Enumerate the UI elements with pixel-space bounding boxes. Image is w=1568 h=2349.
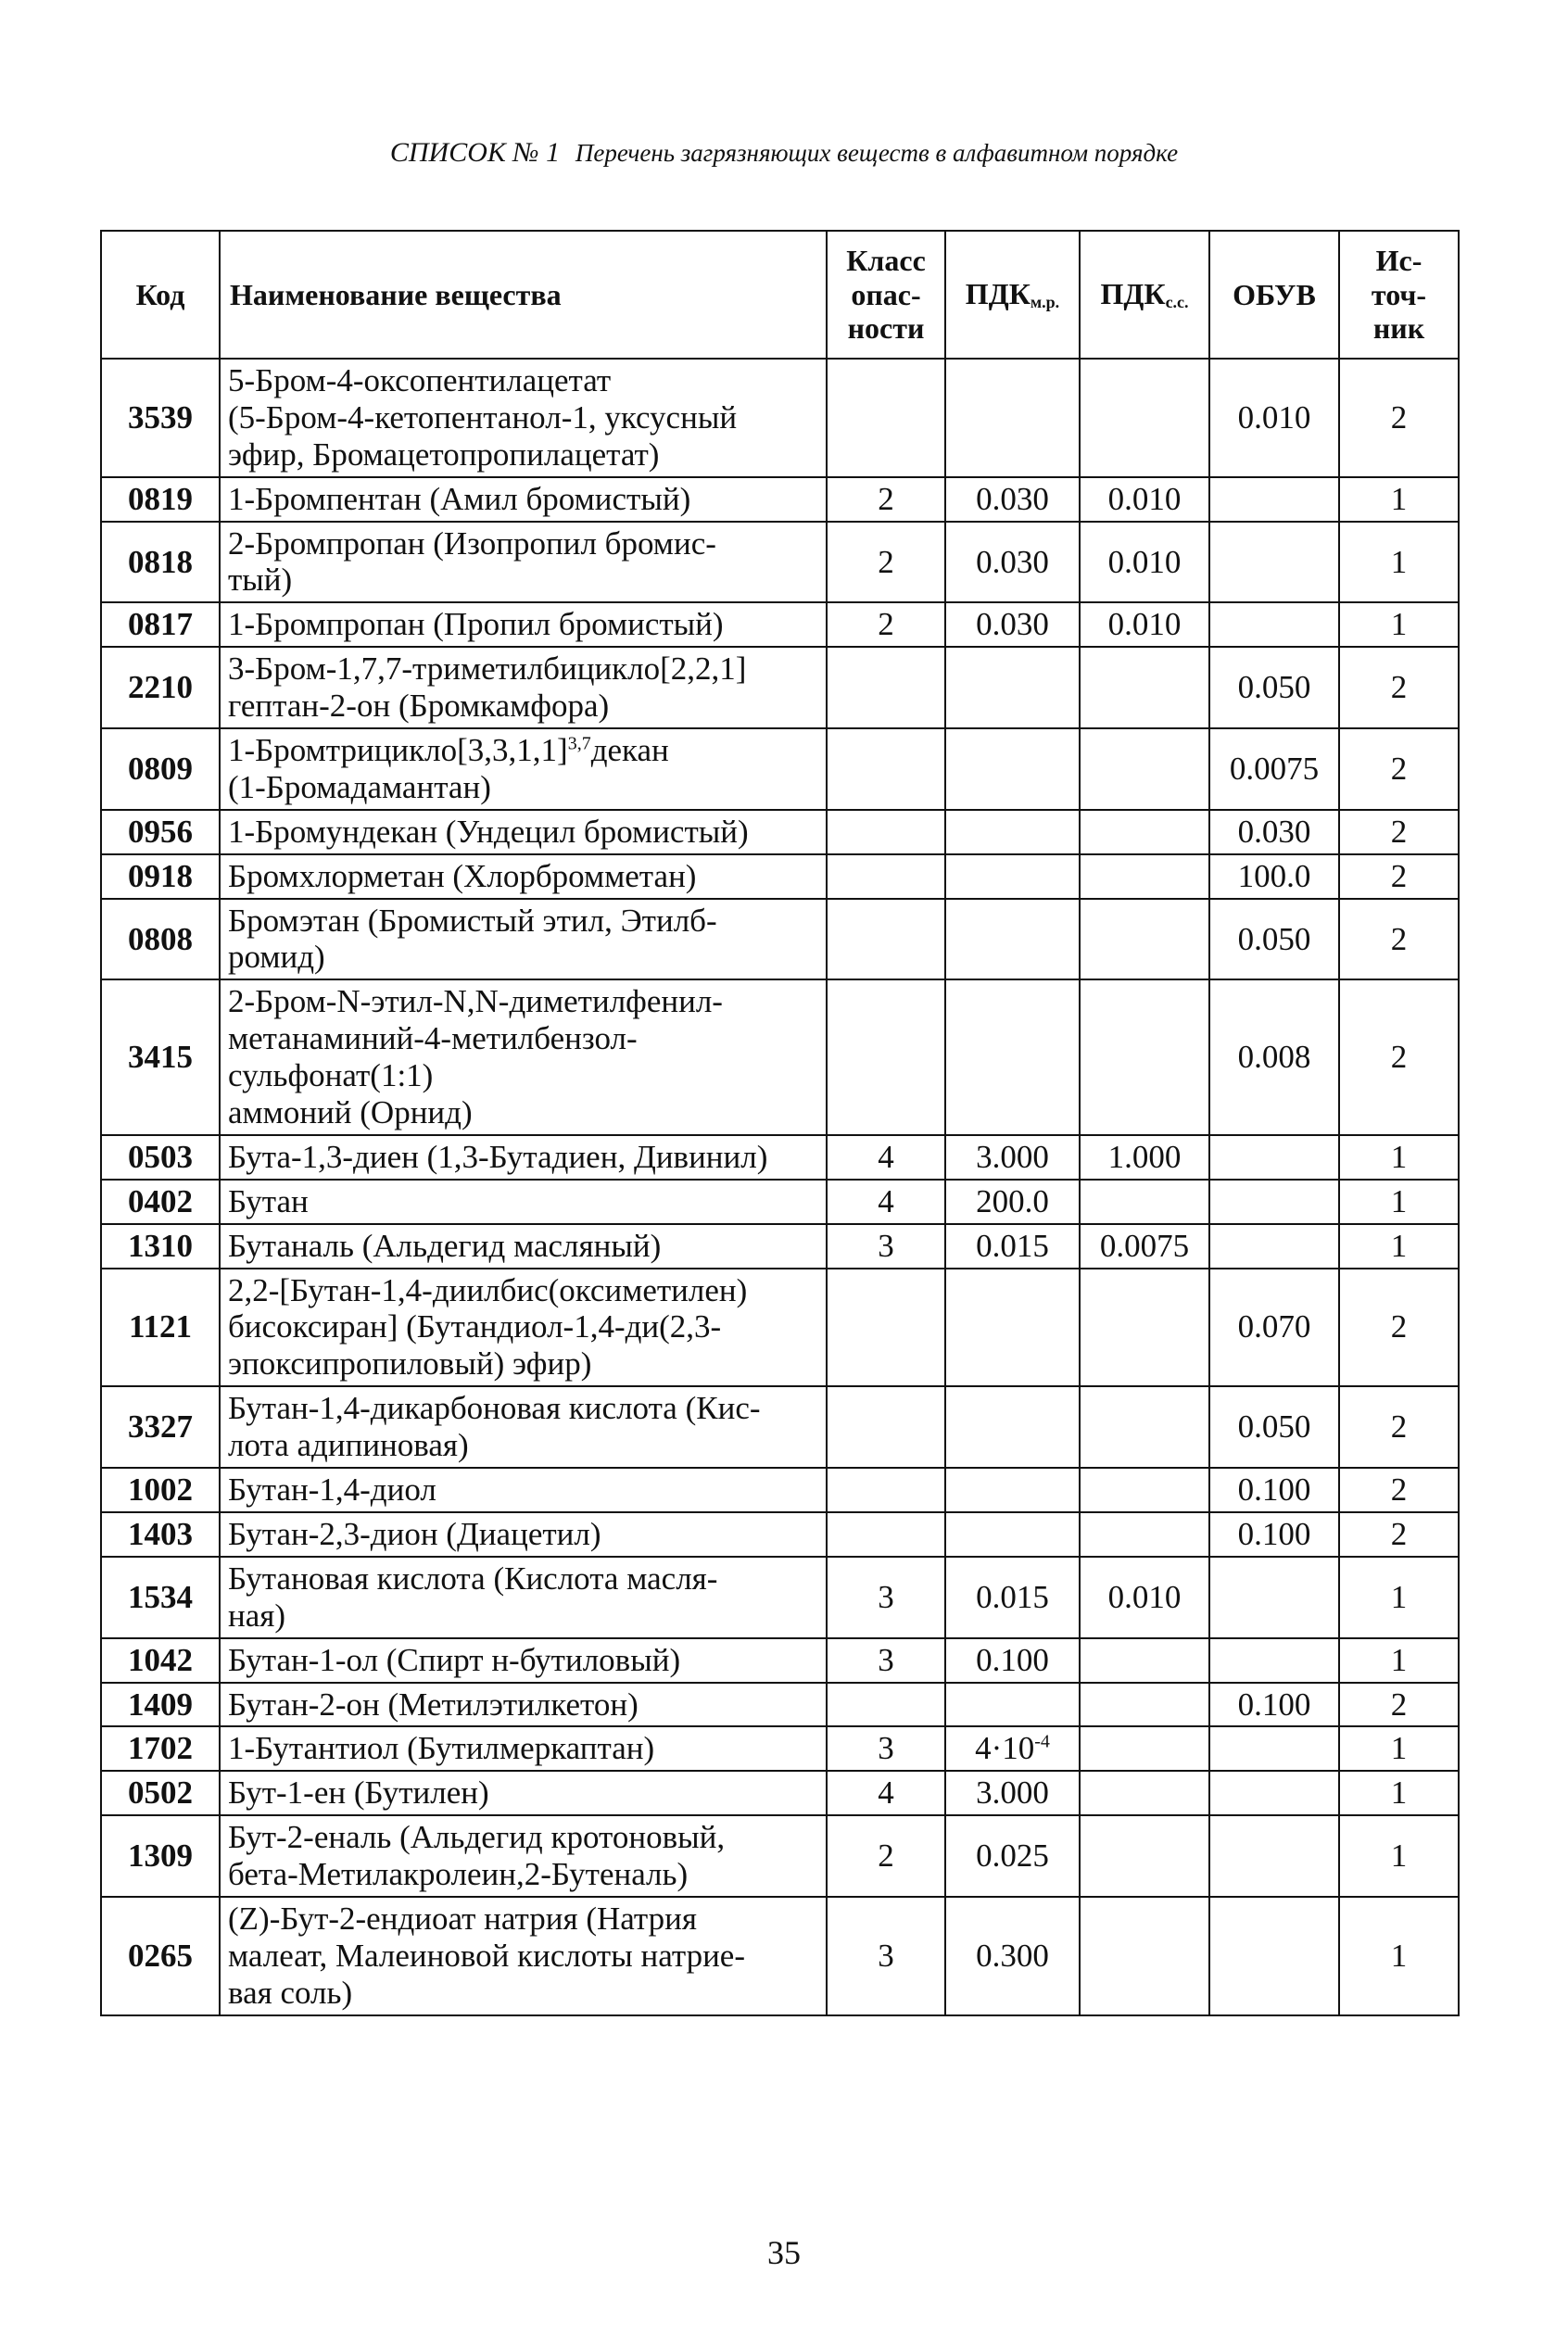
cell-name: Бута-1,3-диен (1,3-Бутадиен, Дивинил): [220, 1135, 827, 1180]
cell-obuv: [1209, 602, 1339, 647]
cell-pdk-ss: 0.010: [1080, 477, 1209, 522]
cell-pdk-mr: [945, 1386, 1080, 1468]
cell-pdk-ss: [1080, 1512, 1209, 1557]
cell-pdk-ss: [1080, 647, 1209, 728]
table-row: [101, 899, 1459, 980]
cell-name: 1-Бромундекан (Ундецил бромистый): [220, 810, 827, 854]
cell-code: 1403: [101, 1512, 220, 1557]
cell-pdk-ss: [1080, 1269, 1209, 1387]
cell-source: 1: [1339, 477, 1459, 522]
cell-obuv: 0.0075: [1209, 728, 1339, 810]
cell-pdk-mr: 0.025: [945, 1815, 1080, 1897]
cell-source: 1: [1339, 1557, 1459, 1638]
cell-source: 1: [1339, 602, 1459, 647]
cell-pdk-mr: 0.100: [945, 1638, 1080, 1683]
cell-pdk-ss: [1080, 810, 1209, 854]
cell-pdk-mr: [945, 1269, 1080, 1387]
cell-obuv: 100.0: [1209, 854, 1339, 899]
cell-code: 0808: [101, 899, 220, 980]
table-row: [101, 1683, 1459, 1727]
table-row: [101, 1638, 1459, 1683]
cell-class: 3: [827, 1897, 945, 2015]
cell-code: 0956: [101, 810, 220, 854]
cell-class: [827, 899, 945, 980]
cell-code: 0819: [101, 477, 220, 522]
cell-class: 4: [827, 1180, 945, 1224]
table-row: [101, 359, 1459, 477]
cell-code: 0809: [101, 728, 220, 810]
table-row: [101, 1135, 1459, 1180]
cell-code: 1702: [101, 1726, 220, 1771]
cell-code: 0818: [101, 522, 220, 603]
table-row: [101, 1897, 1459, 2015]
table-row: [101, 522, 1459, 603]
cell-obuv: 0.010: [1209, 359, 1339, 477]
cell-name: Бутаналь (Альдегид масляный): [220, 1224, 827, 1269]
cell-obuv: 0.050: [1209, 1386, 1339, 1468]
cell-class: 2: [827, 477, 945, 522]
cell-class: 2: [827, 1815, 945, 1897]
cell-pdk-mr: 0.015: [945, 1224, 1080, 1269]
cell-code: 1309: [101, 1815, 220, 1897]
cell-class: [827, 1269, 945, 1387]
cell-source: 2: [1339, 1512, 1459, 1557]
table-row: [101, 477, 1459, 522]
table-row: [101, 647, 1459, 728]
cell-source: 2: [1339, 647, 1459, 728]
cell-pdk-mr: [945, 647, 1080, 728]
cell-pdk-mr: [945, 979, 1080, 1135]
cell-pdk-ss: [1080, 1815, 1209, 1897]
cell-name: 2-Бром-N-этил-N,N-диметилфенил- метанаминий-4-метилбензол- сульфонат(1:1) аммоний (Орнид): [220, 979, 827, 1135]
table-row: [101, 1180, 1459, 1224]
cell-source: 1: [1339, 1815, 1459, 1897]
cell-source: 2: [1339, 1468, 1459, 1512]
cell-name: Бутановая кислота (Кислота масля- ная): [220, 1557, 827, 1638]
cell-source: 2: [1339, 359, 1459, 477]
cell-source: 2: [1339, 979, 1459, 1135]
cell-code: 0502: [101, 1771, 220, 1815]
cell-name: (Z)-Бут-2-ендиоат натрия (Натрия малеат, Малеиновой кислоты натрие- вая соль): [220, 1897, 827, 2015]
cell-pdk-ss: 1.000: [1080, 1135, 1209, 1180]
cell-code: 3415: [101, 979, 220, 1135]
table-header: [101, 231, 1459, 359]
cell-source: 2: [1339, 1683, 1459, 1727]
cell-obuv: [1209, 1815, 1339, 1897]
cell-pdk-mr: 0.030: [945, 602, 1080, 647]
cell-name: 1-Бромпентан (Амил бромистый): [220, 477, 827, 522]
cell-code: 1002: [101, 1468, 220, 1512]
cell-name: 2-Бромпропан (Изопропил бромис- тый): [220, 522, 827, 603]
cell-code: 3539: [101, 359, 220, 477]
cell-pdk-mr: [945, 728, 1080, 810]
cell-obuv: [1209, 477, 1339, 522]
cell-name: Бут-2-еналь (Альдегид кротоновый, бета-Метилакролеин,2-Бутеналь): [220, 1815, 827, 1897]
table-row: [101, 854, 1459, 899]
cell-class: [827, 854, 945, 899]
cell-name: 1-Бутантиол (Бутилмеркаптан): [220, 1726, 827, 1771]
cell-name: Бутан-2-он (Метилэтилкетон): [220, 1683, 827, 1727]
cell-pdk-ss: [1080, 1180, 1209, 1224]
cell-source: 2: [1339, 1269, 1459, 1387]
cell-name: Бутан-1-ол (Спирт н-бутиловый): [220, 1638, 827, 1683]
cell-class: [827, 728, 945, 810]
cell-pdk-ss: 0.0075: [1080, 1224, 1209, 1269]
column-header-pdk-ss: $ПДК_{с.с.}$: [1080, 231, 1209, 359]
cell-pdk-mr: 3.000: [945, 1771, 1080, 1815]
cell-class: 2: [827, 522, 945, 603]
cell-class: 3: [827, 1224, 945, 1269]
table-row: [101, 1815, 1459, 1897]
cell-pdk-mr: [945, 899, 1080, 980]
cell-obuv: 0.100: [1209, 1683, 1339, 1727]
table-row: [101, 1468, 1459, 1512]
cell-obuv: 0.008: [1209, 979, 1339, 1135]
cell-pdk-ss: 0.010: [1080, 522, 1209, 603]
cell-name: 2,2-[Бутан-1,4-диилбис(оксиметилен) бисоксиран] (Бутандиол-1,4-ди(2,3- эпоксипропиловый) эфир): [220, 1269, 827, 1387]
cell-pdk-mr: [945, 1512, 1080, 1557]
cell-pdk-ss: [1080, 854, 1209, 899]
cell-name: Бутан-2,3-дион (Диацетил): [220, 1512, 827, 1557]
table-row: [101, 1224, 1459, 1269]
cell-source: 2: [1339, 1386, 1459, 1468]
cell-pdk-mr: 0.030: [945, 477, 1080, 522]
cell-name: 1-Бромпропан (Пропил бромистый): [220, 602, 827, 647]
cell-name: Бутан-1,4-дикарбоновая кислота (Кис- лота адипиновая): [220, 1386, 827, 1468]
cell-pdk-mr: [945, 1683, 1080, 1727]
cell-source: 2: [1339, 854, 1459, 899]
list-label: СПИСОК № 1: [389, 137, 561, 168]
cell-class: [827, 1512, 945, 1557]
cell-source: 1: [1339, 1224, 1459, 1269]
cell-class: 4: [827, 1135, 945, 1180]
page-number: 35: [767, 2234, 801, 2271]
cell-name: Бут-1-ен (Бутилен): [220, 1771, 827, 1815]
cell-name: Бромэтан (Бромистый этил, Этилб- ромид): [220, 899, 827, 980]
cell-class: 3: [827, 1638, 945, 1683]
cell-pdk-mr: 0.015: [945, 1557, 1080, 1638]
column-header-source: Ис- точ- ник: [1339, 231, 1459, 359]
cell-pdk-ss: [1080, 1726, 1209, 1771]
cell-source: 1: [1339, 1771, 1459, 1815]
cell-class: [827, 1683, 945, 1727]
column-header-code: Код: [101, 231, 220, 359]
cell-pdk-mr: [945, 854, 1080, 899]
cell-source: 1: [1339, 1180, 1459, 1224]
cell-class: 4: [827, 1771, 945, 1815]
cell-code: 0918: [101, 854, 220, 899]
cell-pdk-mr: 200.0: [945, 1180, 1080, 1224]
cell-code: 2210: [101, 647, 220, 728]
table-body: [101, 359, 1459, 2015]
cell-pdk-ss: 0.010: [1080, 1557, 1209, 1638]
cell-obuv: 0.050: [1209, 647, 1339, 728]
table-row: [101, 1386, 1459, 1468]
column-header-obuv: ОБУВ: [1209, 231, 1339, 359]
cell-class: 2: [827, 602, 945, 647]
cell-obuv: [1209, 1135, 1339, 1180]
cell-obuv: 0.100: [1209, 1512, 1339, 1557]
cell-obuv: [1209, 1180, 1339, 1224]
cell-code: 1121: [101, 1269, 220, 1387]
cell-class: [827, 1468, 945, 1512]
column-header-class: Класс опас- ности: [827, 231, 945, 359]
cell-pdk-ss: [1080, 1683, 1209, 1727]
cell-source: 2: [1339, 728, 1459, 810]
cell-pdk-ss: 0.010: [1080, 602, 1209, 647]
cell-class: [827, 979, 945, 1135]
cell-class: 3: [827, 1726, 945, 1771]
cell-code: 3327: [101, 1386, 220, 1468]
cell-source: 2: [1339, 810, 1459, 854]
table-row: [101, 1269, 1459, 1387]
cell-obuv: 0.030: [1209, 810, 1339, 854]
cell-pdk-mr: [945, 359, 1080, 477]
cell-source: 1: [1339, 1135, 1459, 1180]
cell-code: 1409: [101, 1683, 220, 1727]
table-row: [101, 810, 1459, 854]
cell-obuv: [1209, 1726, 1339, 1771]
table-row: [101, 1512, 1459, 1557]
cell-obuv: [1209, 1638, 1339, 1683]
cell-pdk-ss: [1080, 1386, 1209, 1468]
cell-pdk-ss: [1080, 1638, 1209, 1683]
cell-class: 3: [827, 1557, 945, 1638]
cell-source: 1: [1339, 1638, 1459, 1683]
column-header-pdk-mr: $ПДК_{м.р.}$: [945, 231, 1080, 359]
cell-pdk-mr: $4\cdot 10^{-4}$: [945, 1726, 1080, 1771]
cell-code: 1534: [101, 1557, 220, 1638]
column-header-name: Наименование вещества: [220, 231, 827, 359]
substances-table: [100, 230, 1460, 2016]
cell-source: 1: [1339, 1726, 1459, 1771]
cell-pdk-ss: [1080, 1897, 1209, 2015]
cell-pdk-mr: [945, 1468, 1080, 1512]
cell-pdk-ss: [1080, 359, 1209, 477]
table-row: [101, 1726, 1459, 1771]
cell-pdk-ss: [1080, 979, 1209, 1135]
cell-obuv: 0.070: [1209, 1269, 1339, 1387]
cell-name: 3-Бром-1,7,7-триметилбицикло[2,2,1] гептан-2-он (Бромкамфора): [220, 647, 827, 728]
cell-source: 1: [1339, 522, 1459, 603]
table-row: [101, 602, 1459, 647]
cell-code: 0402: [101, 1180, 220, 1224]
cell-pdk-ss: [1080, 728, 1209, 810]
table-row: [101, 728, 1459, 810]
cell-obuv: [1209, 1224, 1339, 1269]
cell-pdk-mr: [945, 810, 1080, 854]
cell-pdk-mr: 3.000: [945, 1135, 1080, 1180]
cell-code: 0503: [101, 1135, 220, 1180]
header-row: [101, 231, 1459, 359]
cell-name: Бутан-1,4-диол: [220, 1468, 827, 1512]
cell-pdk-ss: [1080, 899, 1209, 980]
cell-obuv: [1209, 1897, 1339, 2015]
table-row: [101, 1771, 1459, 1815]
list-title: Перечень загрязняющих веществ в алфавитном порядке: [575, 139, 1179, 167]
cell-name: Бромхлорметан (Хлорбромметан): [220, 854, 827, 899]
page-header: [0, 137, 1568, 169]
cell-obuv: [1209, 522, 1339, 603]
cell-obuv: 0.050: [1209, 899, 1339, 980]
cell-obuv: 0.100: [1209, 1468, 1339, 1512]
table-row: [101, 1557, 1459, 1638]
cell-source: 2: [1339, 899, 1459, 980]
cell-code: 1310: [101, 1224, 220, 1269]
cell-code: 0817: [101, 602, 220, 647]
cell-pdk-mr: 0.300: [945, 1897, 1080, 2015]
cell-name: 5-Бром-4-оксопентилацетат (5-Бром-4-кетопентанол-1, уксусный эфир, Бромацетопропилацетат): [220, 359, 827, 477]
cell-obuv: [1209, 1557, 1339, 1638]
cell-name: $1-Бромтрицикло[3,3,1,1]^{3,7}декан$ (1-Бромадамантан): [220, 728, 827, 810]
cell-pdk-ss: [1080, 1468, 1209, 1512]
cell-class: [827, 810, 945, 854]
cell-class: [827, 1386, 945, 1468]
cell-name: Бутан: [220, 1180, 827, 1224]
cell-source: 1: [1339, 1897, 1459, 2015]
cell-obuv: [1209, 1771, 1339, 1815]
cell-pdk-mr: 0.030: [945, 522, 1080, 603]
cell-code: 1042: [101, 1638, 220, 1683]
cell-class: [827, 359, 945, 477]
cell-pdk-ss: [1080, 1771, 1209, 1815]
cell-code: 0265: [101, 1897, 220, 2015]
cell-class: [827, 647, 945, 728]
table-row: [101, 979, 1459, 1135]
